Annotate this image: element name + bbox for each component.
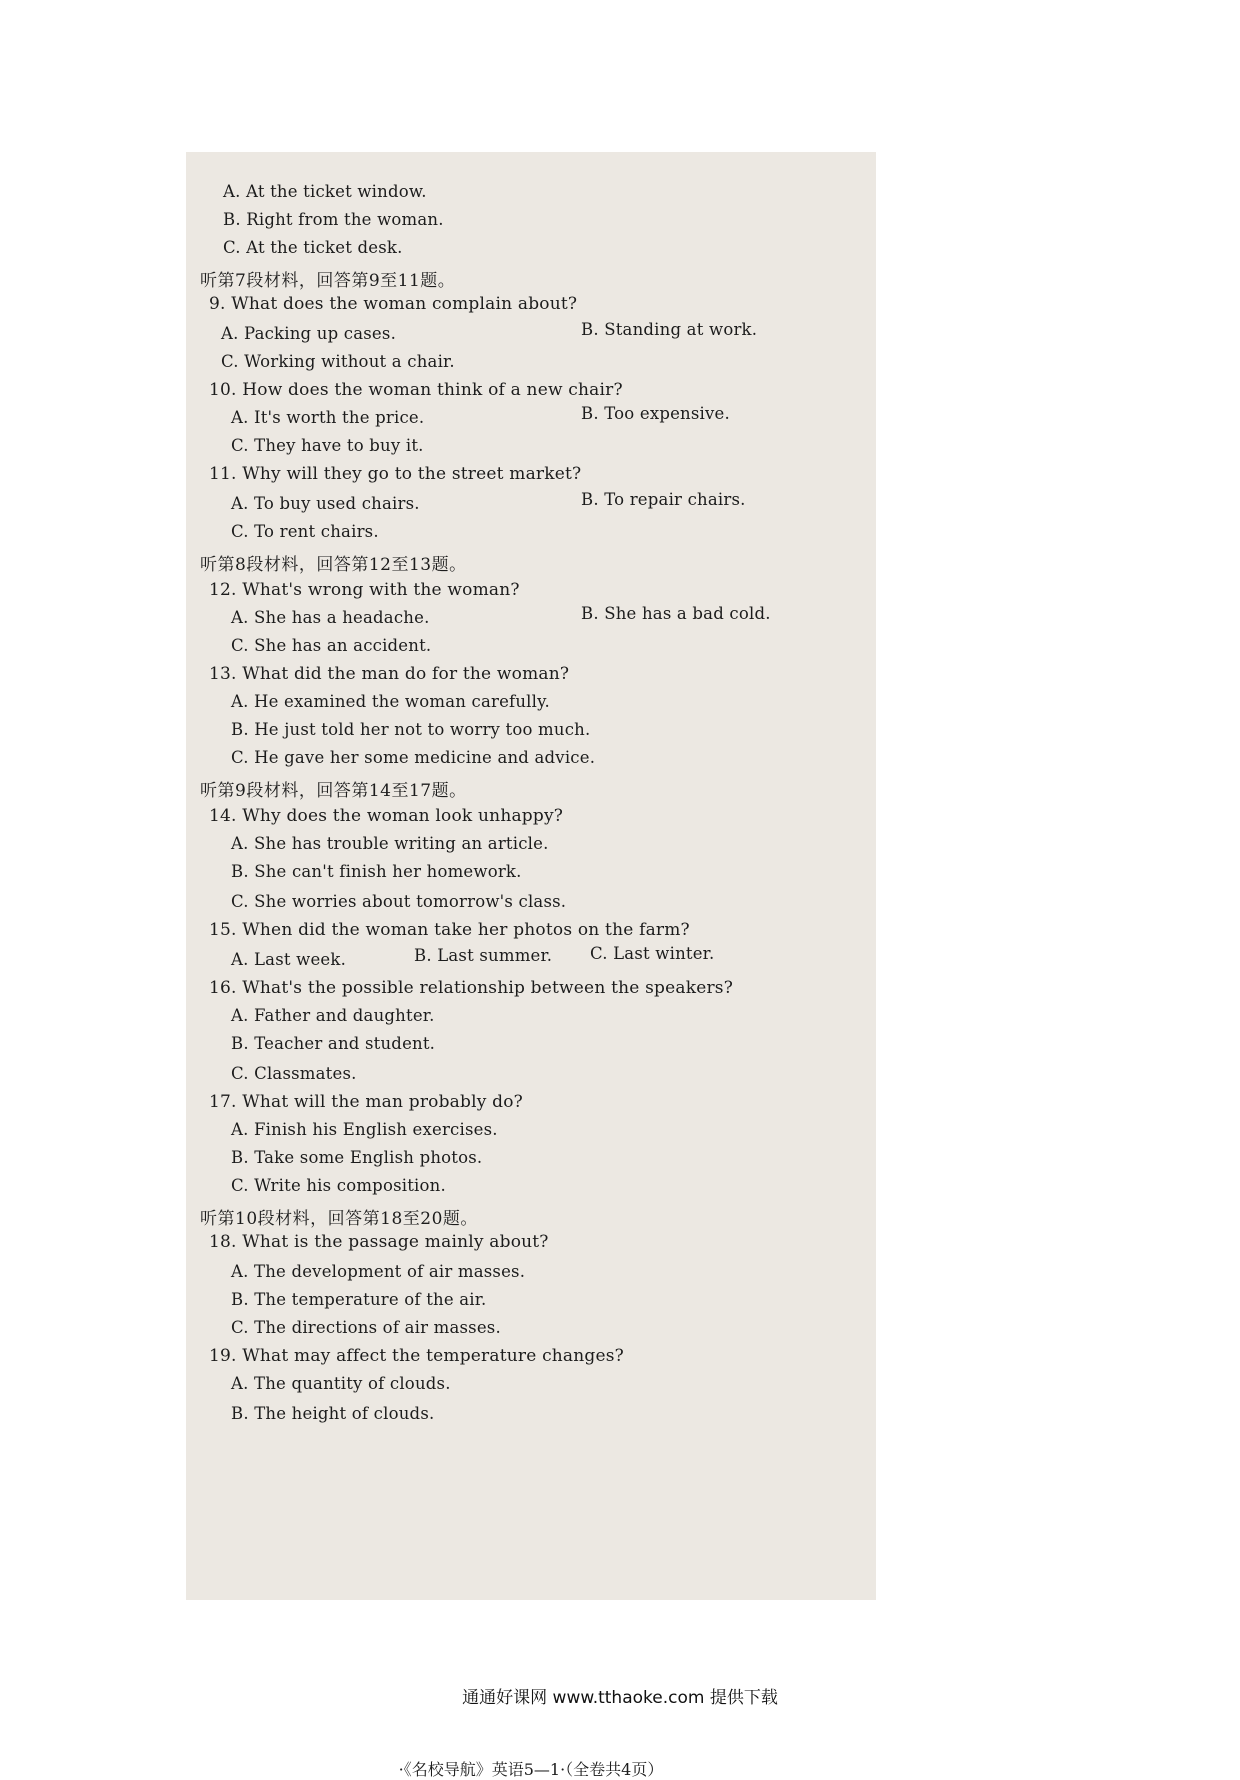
download-watermark: 通通好课网 www.tthaoke.com 提供下载 (462, 1688, 778, 1708)
question-text: 19. What may affect the temperature changes? (209, 1346, 624, 1366)
answer-option: C. The directions of air masses. (231, 1318, 501, 1337)
section-heading: 听第8段材料，回答第12至13题。 (200, 555, 467, 575)
answer-option: A. She has trouble writing an article. (231, 834, 549, 853)
page-footer: ·《名校导航》英语5—1·（全卷共4页） (398, 1760, 664, 1779)
answer-option: B. Right from the woman. (223, 210, 444, 229)
answer-option: A. She has a headache. (231, 608, 430, 627)
question-text: 10. How does the woman think of a new chair? (209, 380, 623, 400)
answer-option: B. The temperature of the air. (231, 1290, 487, 1309)
question-text: 13. What did the man do for the woman? (209, 664, 570, 684)
question-text: 18. What is the passage mainly about? (209, 1232, 549, 1252)
answer-option: C. He gave her some medicine and advice. (231, 748, 596, 767)
answer-option: A. It's worth the price. (231, 408, 425, 427)
answer-option: A. To buy used chairs. (231, 494, 420, 513)
answer-option: C. To rent chairs. (231, 522, 379, 541)
answer-option: B. She can't finish her homework. (231, 862, 522, 881)
answer-option: A. The quantity of clouds. (231, 1374, 451, 1393)
question-text: 14. Why does the woman look unhappy? (209, 806, 564, 826)
question-text: 11. Why will they go to the street market? (209, 464, 582, 484)
answer-option: C. Write his composition. (231, 1176, 446, 1195)
answer-option: B. He just told her not to worry too much. (231, 720, 591, 739)
answer-option: C. Working without a chair. (221, 352, 455, 371)
answer-option: A. The development of air masses. (231, 1262, 526, 1281)
question-text: 15. When did the woman take her photos on the farm? (209, 920, 690, 940)
answer-option: A. At the ticket window. (223, 182, 427, 201)
answer-option: C. They have to buy it. (231, 436, 424, 455)
answer-option: A. He examined the woman carefully. (231, 692, 550, 711)
answer-option: B. To repair chairs. (581, 490, 746, 509)
question-text: 17. What will the man probably do? (209, 1092, 523, 1112)
answer-option: A. Packing up cases. (221, 324, 397, 343)
answer-option: B. She has a bad cold. (581, 604, 771, 623)
answer-option: B. The height of clouds. (231, 1404, 435, 1423)
section-heading: 听第10段材料，回答第18至20题。 (200, 1209, 478, 1229)
answer-option: B. Last summer. (414, 946, 553, 965)
answer-option: C. She worries about tomorrow's class. (231, 892, 567, 911)
answer-option: A. Last week. (231, 950, 347, 969)
answer-option: B. Teacher and student. (231, 1034, 436, 1053)
answer-option: C. Last winter. (590, 944, 715, 963)
answer-option: B. Too expensive. (581, 404, 730, 423)
question-text: 9. What does the woman complain about? (209, 294, 578, 314)
answer-option: C. At the ticket desk. (223, 238, 403, 257)
question-text: 12. What's wrong with the woman? (209, 580, 520, 600)
answer-option: A. Father and daughter. (231, 1006, 435, 1025)
section-heading: 听第9段材料，回答第14至17题。 (200, 781, 467, 801)
answer-option: B. Standing at work. (581, 320, 758, 339)
question-text: 16. What's the possible relationship between the speakers? (209, 978, 734, 998)
answer-option: C. Classmates. (231, 1064, 357, 1083)
answer-option: A. Finish his English exercises. (231, 1120, 498, 1139)
answer-option: C. She has an accident. (231, 636, 432, 655)
answer-option: B. Take some English photos. (231, 1148, 483, 1167)
section-heading: 听第7段材料，回答第9至11题。 (200, 271, 456, 291)
